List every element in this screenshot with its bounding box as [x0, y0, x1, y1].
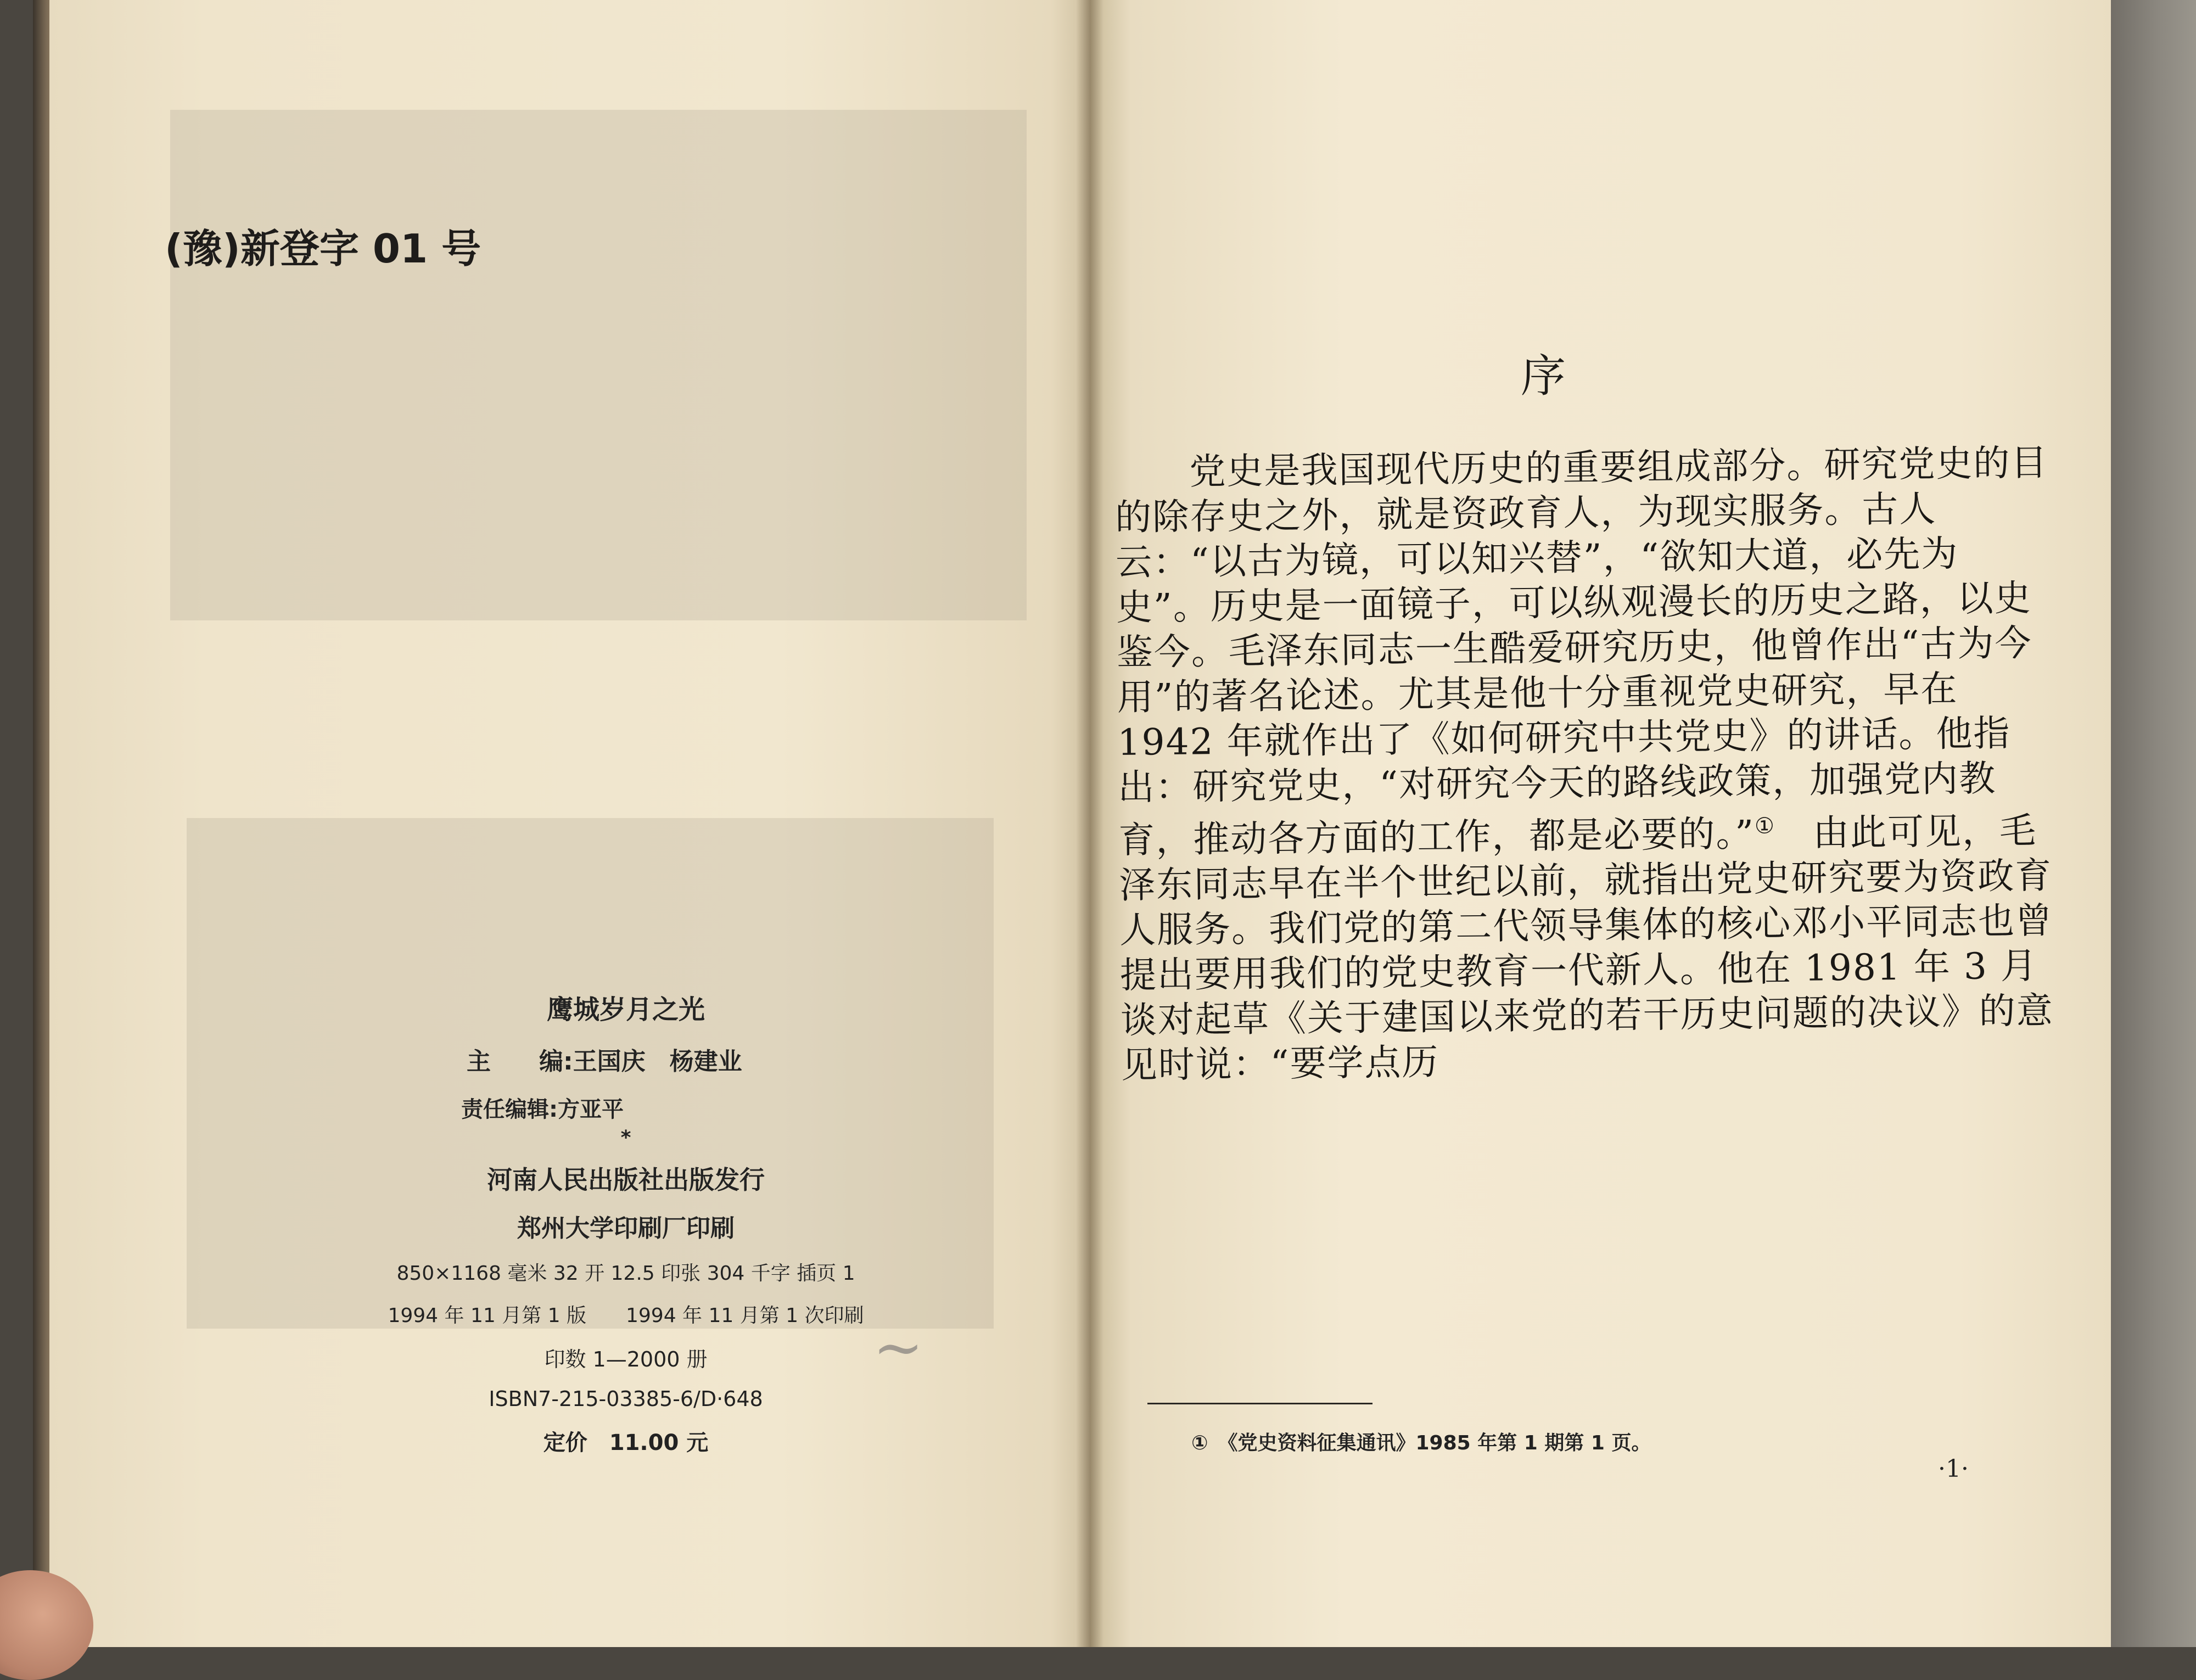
- preface-body: [1114, 440, 2054, 1088]
- price: 定价 11.00 元: [543, 1430, 709, 1455]
- isbn: ISBN7-215-03385-6/D·648: [489, 1387, 763, 1411]
- edition-info: 1994 年 11 月第 1 版 1994 年 11 月第 1 次印刷: [388, 1304, 864, 1327]
- footnote-rule: [1147, 1403, 1372, 1404]
- body-paragraph-continued: 由此可见，毛泽东同志早在半个世纪以前，就指出党史研究要为资政育人服务。我们党的第二代领导集体的核心邓小平同志也曾提出要用我们的党史教育一代新人。他在 1981 年 3 月谈对起草《关于建国以来党的若干历史问题的决议》的意见时说：“要学点历: [1118, 809, 2054, 1087]
- printer: 郑州大学印刷厂印刷: [517, 1214, 735, 1242]
- format-specs: 850×1168 毫米 32 开 12.5 印张 304 千字 插页 1: [396, 1262, 855, 1285]
- desk-surface: [2103, 0, 2196, 1647]
- preface-title: 序: [1521, 350, 1566, 402]
- copyright-imprint: [351, 988, 900, 1457]
- body-paragraph-text: 党史是我国现代历史的重要组成部分。研究党史的目的除存史之外，就是资政育人，为现实服务。古人云：“以古为镜，可以知兴替”，“欲知大道，必先为史”。历史是一面镜子，可以纵观漫长的历史之路，以史鉴今。毛泽东同志一生酷爱研究历史，他曾作出“古为今用”的著名论述。尤其是他十分重视党史研究，早在 1942 年就作出了《如何研究中共党史》的讲话。他指出：研究党史，“对研究今天的路线政策，加强党内教育，推动各方面的工作，都是必要的。”: [1114, 441, 2048, 861]
- print-run: 印数 1—2000 册: [544, 1347, 708, 1371]
- footnote-marker: ①: [1754, 813, 1776, 839]
- chief-editors: 主 编:王国庆 杨建业: [467, 1048, 742, 1076]
- body-paragraph: [1114, 440, 2054, 1088]
- separator-asterisk: *: [620, 1127, 631, 1149]
- show-through-cover-image: [170, 110, 1027, 620]
- registration-number: (豫)新登字 01 号: [165, 226, 481, 272]
- publisher: 河南人民出版社出版发行: [487, 1165, 765, 1195]
- book-gutter: [1076, 0, 1103, 1647]
- handwritten-mark: ~: [873, 1312, 924, 1382]
- page-number: ·1·: [1938, 1455, 1969, 1483]
- book-title: 鹰城岁月之光: [546, 994, 705, 1025]
- footnote: ① 《党史资料征集通讯》1985 年第 1 期第 1 页。: [1191, 1432, 1651, 1454]
- responsible-editor: 责任编辑:方亚平: [461, 1097, 624, 1122]
